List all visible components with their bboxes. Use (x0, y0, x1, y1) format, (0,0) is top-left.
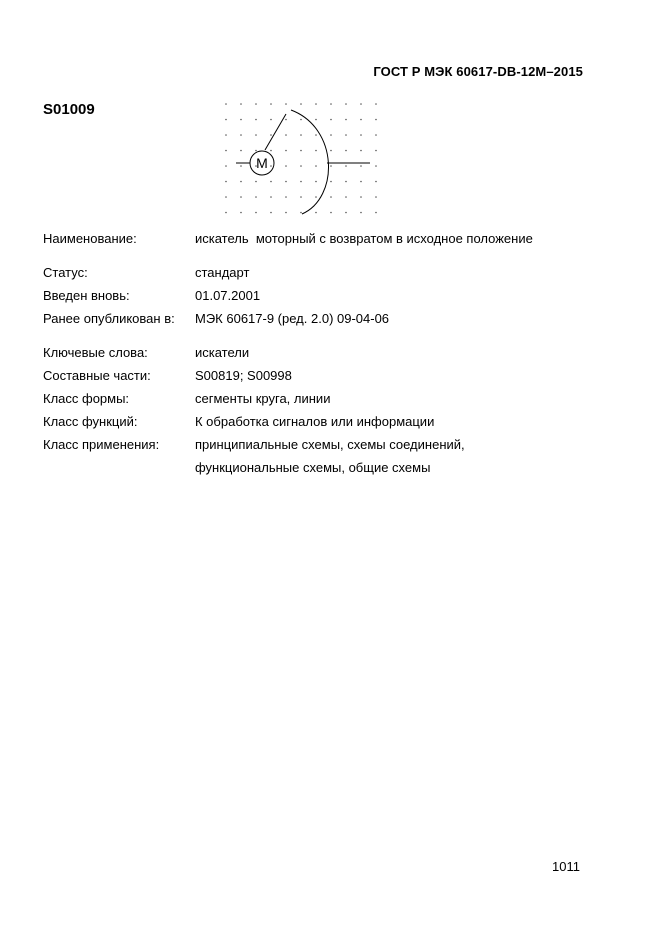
property-label: Ранее опубликован в: (43, 311, 175, 326)
grid-dot (375, 181, 377, 183)
grid-dot (315, 165, 317, 167)
grid-dot (255, 119, 257, 121)
property-row-shape-class (43, 387, 603, 410)
grid-dot (225, 119, 227, 121)
grid-dot (300, 103, 302, 105)
properties-table (43, 227, 603, 479)
grid-dot (270, 212, 272, 214)
grid-dot (330, 196, 332, 198)
grid-dot (375, 196, 377, 198)
grid-dot (375, 212, 377, 214)
grid-dot (360, 119, 362, 121)
property-row-name (43, 227, 603, 250)
grid-dot (285, 119, 287, 121)
property-row-introduced (43, 284, 603, 307)
grid-dot (270, 165, 272, 167)
grid-dot (375, 134, 377, 136)
property-row-published (43, 307, 603, 330)
grid-dot (270, 103, 272, 105)
document-code: ГОСТ Р МЭК 60617-DB-12M–2015 (373, 64, 583, 79)
grid-dot (240, 134, 242, 136)
grid-dot (270, 181, 272, 183)
property-value: принципиальные схемы, схемы соединений, (195, 437, 465, 452)
property-row-components (43, 364, 603, 387)
grid-dot (240, 212, 242, 214)
grid-dot (285, 212, 287, 214)
grid-dot (315, 150, 317, 152)
grid-dot (255, 134, 257, 136)
grid-dot (330, 150, 332, 152)
grid-dot (255, 181, 257, 183)
grid-dot (225, 212, 227, 214)
grid-dot (300, 150, 302, 152)
grid-dot (285, 103, 287, 105)
property-label: Составные части: (43, 368, 151, 383)
grid-dot (285, 165, 287, 167)
property-row-function-class (43, 410, 603, 433)
grid-dot (240, 150, 242, 152)
grid-dot (360, 196, 362, 198)
grid-dot (330, 181, 332, 183)
grid-dot (330, 119, 332, 121)
grid-dot (345, 119, 347, 121)
selector-arc (291, 110, 329, 214)
grid-dot (315, 181, 317, 183)
grid-dot (360, 103, 362, 105)
grid-dot (240, 165, 242, 167)
grid-dot (225, 181, 227, 183)
property-label: Ключевые слова: (43, 345, 148, 360)
grid-dot (345, 196, 347, 198)
selector-wiper-line (265, 114, 286, 150)
grid-dot (360, 181, 362, 183)
grid-dot (240, 119, 242, 121)
grid-dot (375, 150, 377, 152)
property-value: искатели (195, 345, 250, 360)
grid-dot (315, 119, 317, 121)
grid-dot (315, 196, 317, 198)
grid-dot (300, 165, 302, 167)
property-value: МЭК 60617-9 (ред. 2.0) 09-04-06 (195, 311, 390, 326)
grid-dot (285, 196, 287, 198)
grid-dot (360, 212, 362, 214)
grid-dot (270, 134, 272, 136)
grid-dot (345, 212, 347, 214)
grid-dot (315, 134, 317, 136)
grid-dot (300, 134, 302, 136)
grid-dot (375, 103, 377, 105)
motor-letter: M (256, 155, 268, 171)
property-value: искатель моторный с возвратом в исходное положение (195, 231, 533, 246)
grid-dot (345, 134, 347, 136)
property-value: сегменты круга, линии (195, 391, 331, 406)
grid-dot (315, 212, 317, 214)
grid-dot (360, 150, 362, 152)
grid-dot (225, 134, 227, 136)
grid-dot (345, 181, 347, 183)
grid-dots (225, 103, 377, 213)
property-value: функциональные схемы, общие схемы (195, 460, 431, 475)
property-row-application-class-cont (43, 456, 603, 479)
grid-dot (225, 196, 227, 198)
grid-dot (255, 150, 257, 152)
property-row-application-class (43, 433, 603, 456)
grid-dot (240, 181, 242, 183)
grid-dot (285, 181, 287, 183)
motor-symbol (236, 110, 370, 214)
property-row-keywords (43, 341, 603, 364)
grid-dot (345, 165, 347, 167)
property-value: 01.07.2001 (195, 288, 261, 303)
grid-dot (225, 165, 227, 167)
grid-dot (255, 196, 257, 198)
grid-dot (360, 165, 362, 167)
grid-dot (315, 103, 317, 105)
grid-dot (255, 103, 257, 105)
property-value: S00819; S00998 (195, 368, 292, 383)
grid-dot (330, 212, 332, 214)
grid-dot (360, 134, 362, 136)
grid-dot (270, 196, 272, 198)
property-label: Наименование: (43, 231, 137, 246)
grid-dot (270, 119, 272, 121)
grid-dot (225, 103, 227, 105)
symbol-code: S01009 (43, 101, 95, 118)
grid-dot (300, 212, 302, 214)
grid-dot (330, 165, 332, 167)
property-label: Класс функций: (43, 414, 138, 429)
grid-dot (300, 196, 302, 198)
property-value: К обработка сигналов или информации (195, 414, 435, 429)
grid-dot (330, 103, 332, 105)
grid-dot (240, 196, 242, 198)
grid-dot (345, 103, 347, 105)
grid-dot (375, 119, 377, 121)
grid-dot (375, 165, 377, 167)
grid-dot (270, 150, 272, 152)
grid-dot (300, 181, 302, 183)
property-label: Класс формы: (43, 391, 130, 406)
page-number: 1011 (552, 859, 580, 874)
grid-dot (240, 103, 242, 105)
grid-dot (345, 150, 347, 152)
property-label: Введен вновь: (43, 288, 130, 303)
property-value: стандарт (195, 265, 250, 280)
grid-dot (285, 150, 287, 152)
property-label: Статус: (43, 265, 88, 280)
grid-dot (255, 212, 257, 214)
property-label: Класс применения: (43, 437, 160, 452)
grid-dot (225, 150, 227, 152)
property-row-status (43, 261, 603, 284)
symbol-figure (218, 96, 388, 222)
grid-dot (285, 134, 287, 136)
grid-dot (300, 119, 302, 121)
grid-dot (330, 134, 332, 136)
